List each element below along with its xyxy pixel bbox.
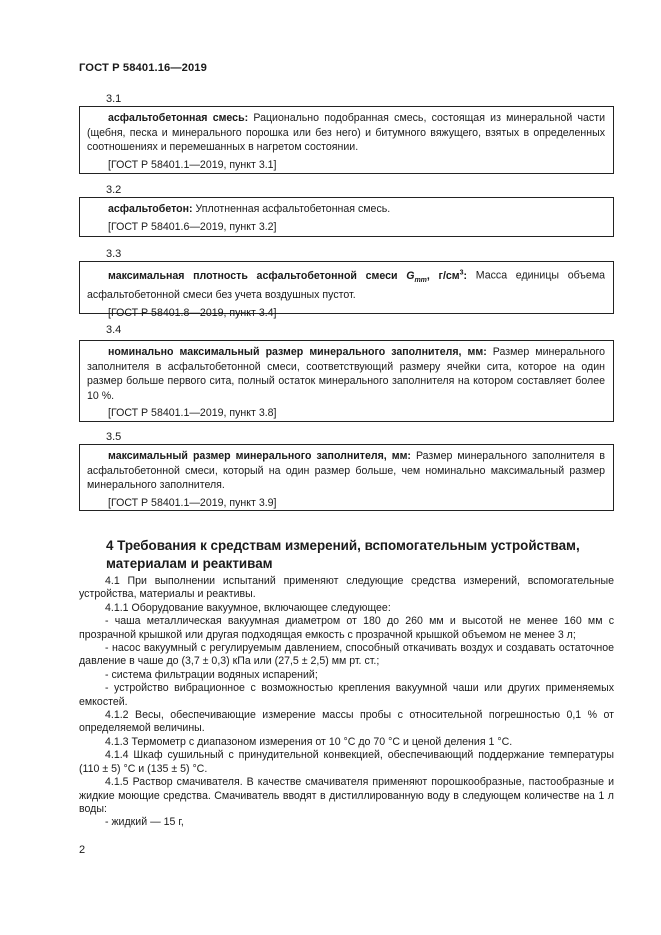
term-number: 3.5 — [106, 431, 122, 443]
term-text: Рационально подобранная смесь, состоящая из минеральной части (щебня, песка и минерального порошка или без него) и битумного вяжущего, взятых в определенных соотношениях и перемешанных в нагретом состоянии. — [87, 112, 605, 154]
symbol-g: G — [406, 269, 415, 282]
document-header: ГОСТ Р 58401.16—2019 — [79, 62, 207, 74]
list-item: - чаша металлическая вакуумная диаметром от 180 до 260 мм и высотой не менее 160 мм с прозрачной крышкой или другая подходящая емкость с прозрачной крышкой объемом не менее 3 л; — [79, 615, 614, 641]
term-definition — [87, 111, 605, 155]
term-title: асфальтобетонная смесь: — [108, 112, 249, 124]
term-box — [79, 444, 614, 511]
term-reference: [ГОСТ Р 58401.6—2019, пункт 3.2] — [108, 220, 277, 233]
paragraph: 4.1.3 Термометр с диапазоном измерения от 10 °С до 70 °С и ценой деления 1 °С. — [105, 735, 513, 748]
unit-superscript: 3 — [459, 269, 464, 276]
list-item: - система фильтрации водяных испарений; — [105, 668, 318, 681]
term-definition — [87, 266, 605, 303]
term-number: 3.4 — [106, 324, 122, 336]
term-definition — [87, 202, 605, 217]
term-box — [79, 197, 614, 237]
term-definition — [87, 449, 605, 493]
list-item: - насос вакуумный с регулируемым давлением, способный откачивать воздух и создавать остаточное давление в чаше до (3,7 ± 0,3) кПа или (27,5 ± 2,5) мм рт. ст.; — [79, 642, 614, 668]
term-box — [79, 106, 614, 174]
term-text: Размер минерального заполнителя в асфальтобетонной смеси, который на один размер больше, чем номинально максимальный размер минерального заполнителя. — [87, 450, 605, 492]
term-title: асфальтобетон: — [108, 203, 193, 215]
term-box — [79, 261, 614, 319]
paragraph: 4.1.1 Оборудование вакуумное, включающее следующее: — [105, 601, 391, 614]
term-text: Уплотненная асфальтобетонная смесь. — [192, 203, 391, 215]
section-body — [79, 575, 614, 830]
term-title: максимальный размер минерального заполнителя, мм: — [108, 450, 411, 462]
term-text: Размер минерального заполнителя в асфальтобетонной смеси, соответствующий размеру ячейки сита, которое на один размер больше первого сита, полный остаток минерального заполнителя на котором составляет более 10 %. — [87, 346, 605, 402]
paragraph: 4.1.5 Раствор смачивателя. В качестве смачивателя применяют порошкообразные, пастообразные и жидкие моющие средства. Смачиватель вводят в дистиллированную воду в следующем количестве на 1 л воды: — [79, 776, 614, 815]
term-number: 3.3 — [106, 248, 122, 260]
term-number: 3.1 — [106, 93, 122, 105]
symbol-subscript: mm — [414, 276, 427, 284]
list-item: - устройство вибрационное с возможностью крепления вакуумной чаши или других применяемых емкостей. — [79, 682, 614, 708]
term-text: Масса единицы объема асфальтобетонной смеси без учета воздушных пустот. — [87, 269, 605, 302]
term-reference: [ГОСТ Р 58401.1—2019, пункт 3.1] — [108, 158, 277, 171]
term-reference: [ГОСТ Р 58401.1—2019, пункт 3.8] — [108, 407, 277, 420]
term-reference: [ГОСТ Р 58401.1—2019, пункт 3.9] — [108, 496, 277, 509]
term-definition — [87, 345, 605, 403]
term-title: номинально максимальный размер минерального заполнителя, мм: — [108, 346, 487, 358]
term-number: 3.2 — [106, 184, 122, 196]
list-item: - жидкий — 15 г, — [105, 816, 184, 829]
term-box — [79, 340, 614, 422]
paragraph: 4.1.4 Шкаф сушильный с принудительной конвекцией, обеспечивающий поддержание температуры (110 ± 5) °С и (135 ± 5) °С. — [79, 749, 614, 775]
paragraph: 4.1 При выполнении испытаний применяют следующие средства измерений, вспомогательные устройства, материалы и реактивы. — [79, 575, 614, 601]
term-reference: [ГОСТ Р 58401.8—2019, пункт 3.4] — [108, 306, 277, 319]
term-title: максимальная плотность асфальтобетонной смеси $G_{mm}$, $г/см^3$: — [108, 269, 468, 284]
section-heading: 4 Требования к средствам измерений, вспомогательным устройствам, материалам и реактивам — [106, 538, 580, 571]
paragraph: 4.1.2 Весы, обеспечивающие измерение массы пробы с относительной погрешностью 0,1 % от определяемой величины. — [79, 709, 614, 735]
page-number: 2 — [79, 844, 86, 856]
